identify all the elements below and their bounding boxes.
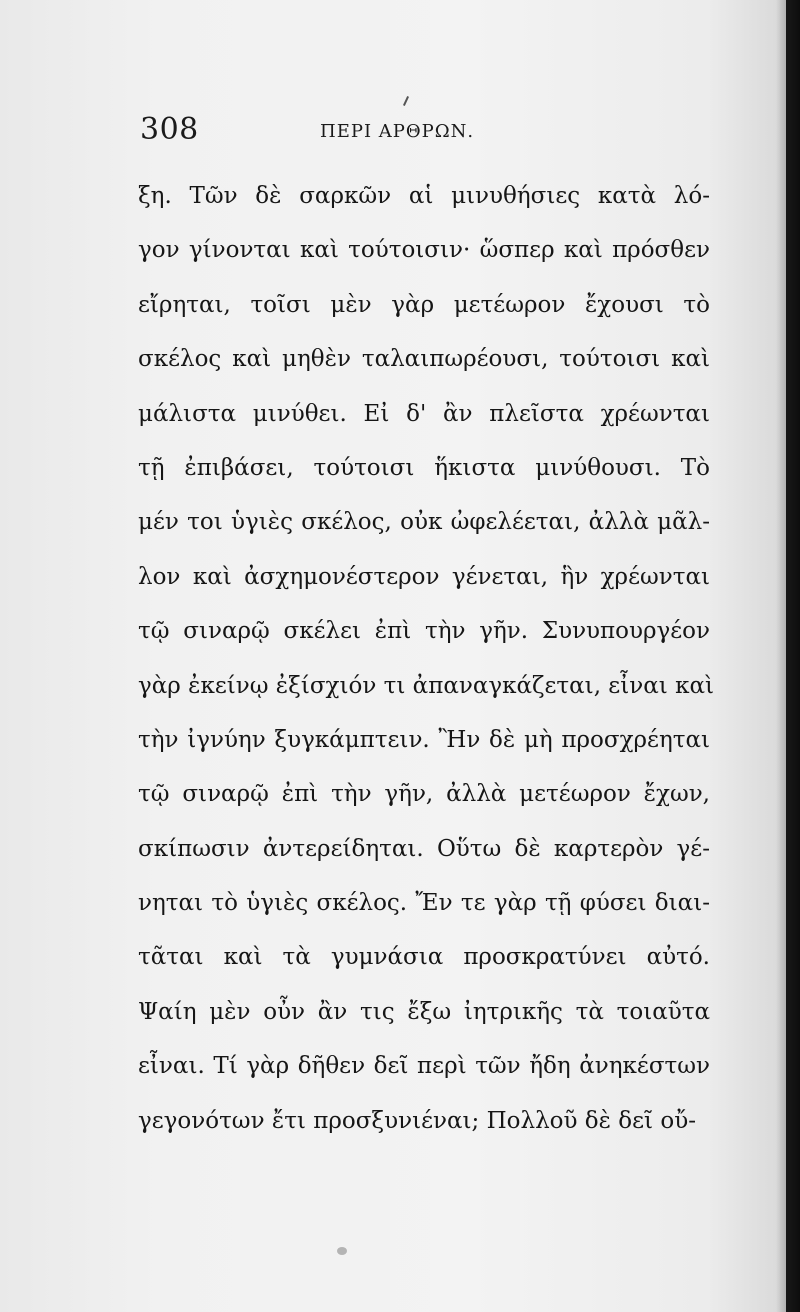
text-line: τῷ σιναρῷ σκέλει ἐπὶ τὴν γῆν. Συνυπουργέον bbox=[138, 618, 710, 645]
text-line: σκέλος καὶ μηθὲν ταλαιπωρέουσι, τούτοισι καὶ bbox=[138, 346, 710, 373]
text-line: τᾶται καὶ τὰ γυμνάσια προσκρατύνει αὐτό. bbox=[138, 944, 710, 971]
body-text bbox=[138, 176, 715, 1155]
page-header bbox=[120, 112, 710, 152]
running-head: ΠΕΡΙ ΑΡΘΡΩΝ. bbox=[320, 121, 475, 142]
ink-smudge bbox=[337, 1247, 347, 1255]
page-number: 308 bbox=[140, 112, 199, 147]
text-line: τῇ ἐπιβάσει, τούτοισι ἥκιστα μινύθουσι. Τὸ bbox=[138, 454, 710, 481]
text-line: Ψαίη μὲν οὖν ἂν τις ἔξω ἰητρικῆς τὰ τοιαῦτα bbox=[138, 998, 710, 1025]
text-line: εἴρηται, τοῖσι μὲν γὰρ μετέωρον ἔχουσι τὸ bbox=[138, 291, 710, 318]
text-line: νηται τὸ ὑγιὲς σκέλος. Ἔν τε γὰρ τῇ φύσει διαι- bbox=[138, 890, 710, 917]
text-line: σκίπωσιν ἀντερείδηται. Οὕτω δὲ καρτερὸν γέ- bbox=[138, 835, 710, 862]
text-line: τῷ σιναρῷ ἐπὶ τὴν γῆν, ἀλλὰ μετέωρον ἔχων, bbox=[138, 781, 710, 808]
text-line: γεγονότων ἔτι προσξυνιέναι; Πολλοῦ δὲ δεῖ οὔ- bbox=[138, 1107, 696, 1134]
text-line: εἶναι. Τί γὰρ δῆθεν δεῖ περὶ τῶν ἤδη ἀνηκέστων bbox=[138, 1053, 710, 1080]
ink-mark bbox=[403, 96, 409, 106]
text-line: λον καὶ ἀσχημονέστερον γένεται, ἣν χρέωνται bbox=[138, 563, 710, 590]
text-line: γὰρ ἐκείνῳ ἐξίσχιόν τι ἀπαναγκάζεται, εἶναι καὶ bbox=[138, 672, 715, 699]
text-line: μέν τοι ὑγιὲς σκέλος, οὐκ ὠφελέεται, ἀλλὰ μᾶλ- bbox=[138, 509, 710, 536]
text-line: τὴν ἰγνύην ξυγκάμπτειν. Ἢν δὲ μὴ προσχρέηται bbox=[138, 726, 710, 753]
text-line: ξη. Τῶν δὲ σαρκῶν αἱ μινυθήσιες κατὰ λό- bbox=[138, 183, 710, 209]
page-edge-shadow bbox=[776, 0, 800, 1312]
text-line: γον γίνονται καὶ τούτοισιν· ὥσπερ καὶ πρόσθεν bbox=[138, 237, 710, 264]
text-line: μάλιστα μινύθει. Εἰ δ' ἂν πλεῖστα χρέωνται bbox=[138, 400, 710, 427]
